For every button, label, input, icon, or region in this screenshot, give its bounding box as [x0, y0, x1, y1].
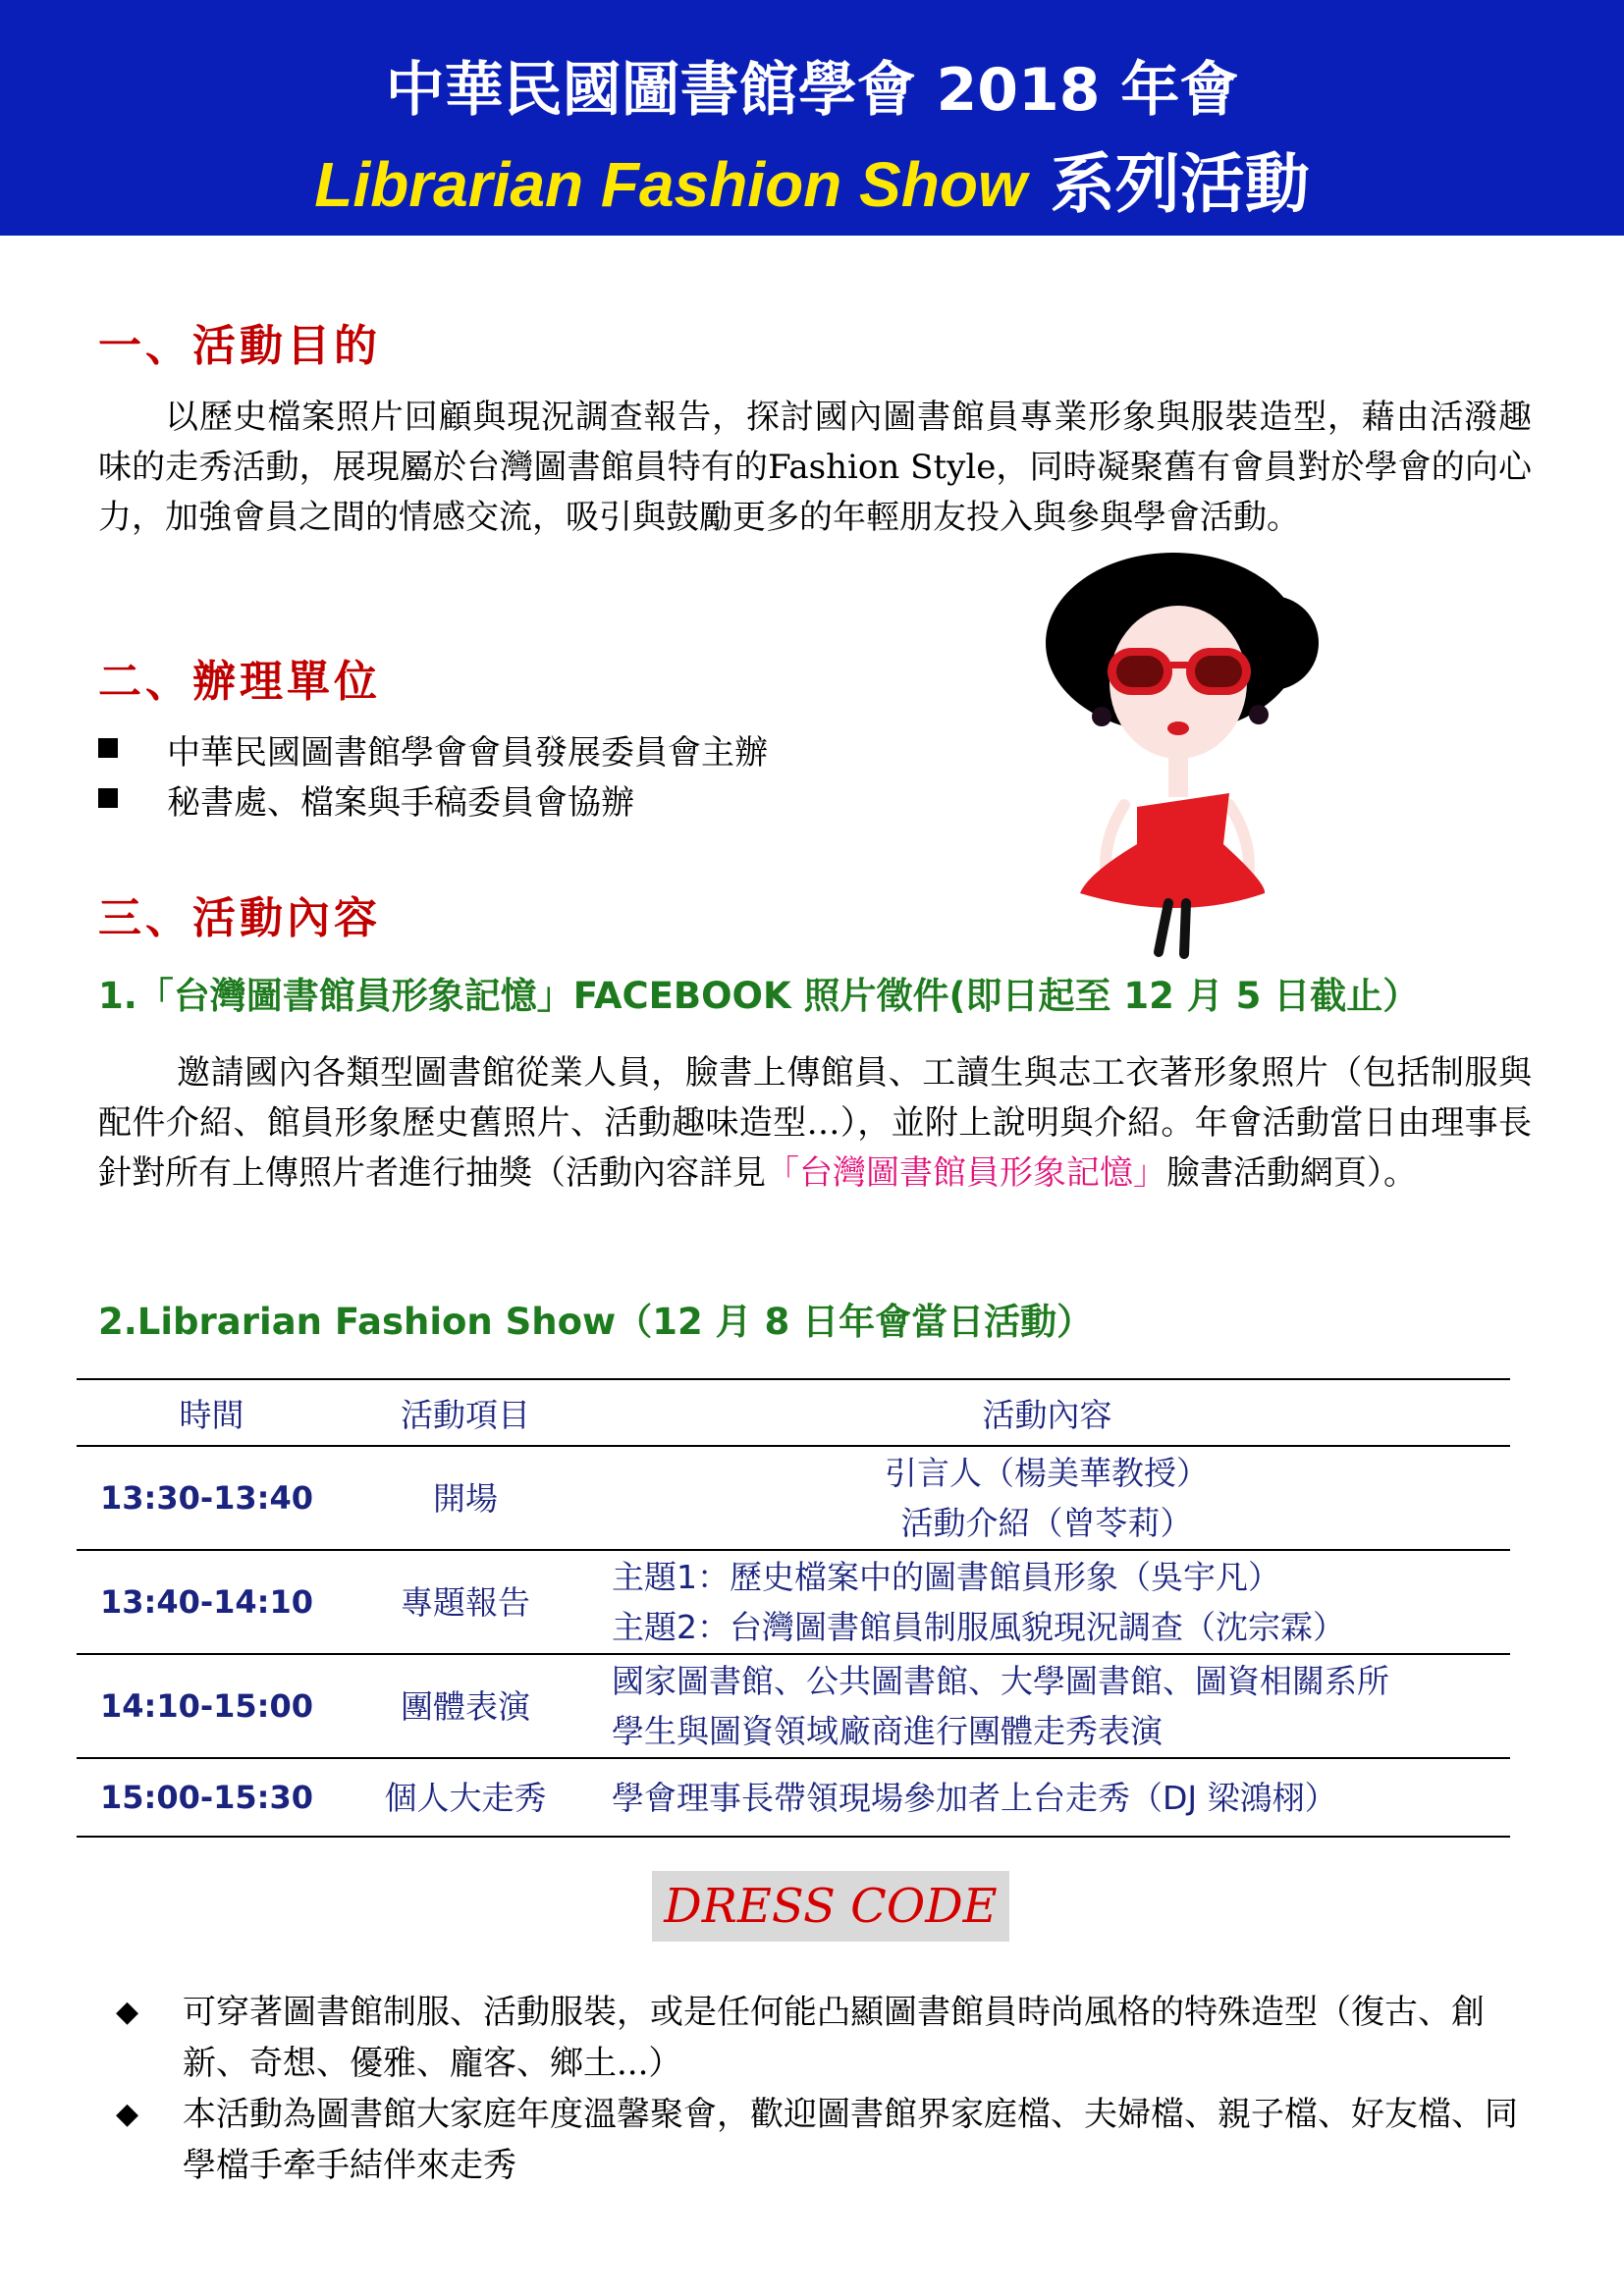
header-banner [0, 0, 1624, 236]
event-subtitle [0, 145, 1624, 240]
table-header-row [77, 1379, 1510, 1446]
event-subtitle-en: Librarian Fashion Show [314, 149, 1027, 220]
row-item: 專題報告 [347, 1550, 584, 1654]
section-content-title: 三、活動內容 [98, 893, 381, 943]
dress-code-item: ◆ 本活動為圖書館大家庭年度溫馨聚會，歡迎圖書館界家庭檔、夫婦檔、親子檔、好友檔、同學檔手牽手結伴來走秀 [116, 2089, 1530, 2191]
row-content: 學會理事長帶領現場參加者上台走秀（DJ 梁鴻栩） [584, 1758, 1510, 1837]
row-item: 團體表演 [347, 1654, 584, 1758]
square-bullet-icon [98, 788, 118, 808]
row-content: 引言人（楊美華教授） 活動介紹（曾苓莉） [584, 1446, 1510, 1550]
row-time: 15:00-15:30 [77, 1758, 347, 1837]
column-header-content: 活動內容 [584, 1379, 1510, 1446]
row-content: 國家圖書館、公共圖書館、大學圖書館、圖資相關系所 學生與圖資領域廠商進行團體走秀表演 [584, 1654, 1510, 1758]
organizer-item: 秘書處、檔案與手稿委員會協辦 [98, 778, 634, 828]
fashion-show-heading: 2.Librarian Fashion Show（12 月 8 日年會當日活動） [98, 1301, 1094, 1343]
square-bullet-icon [98, 738, 118, 758]
row-time: 13:30-13:40 [77, 1446, 347, 1550]
fashion-girl-illustration [1021, 550, 1335, 962]
facebook-contest-heading: 1.「台灣圖書館員形象記憶」FACEBOOK 照片徵件(即日起至 12 月 5 日截止） [98, 975, 1420, 1017]
table-row [77, 1654, 1510, 1758]
organizer-item: 中華民國圖書館學會會員發展委員會主辦 [98, 728, 768, 778]
column-header-item: 活動項目 [347, 1379, 584, 1446]
row-item: 開場 [347, 1446, 584, 1550]
column-header-time: 時間 [77, 1379, 347, 1446]
facebook-page-link[interactable]: 「台灣圖書館員形象記憶」 [766, 1153, 1166, 1193]
table-row [77, 1446, 1510, 1550]
dress-code-title: DRESS CODE [652, 1871, 1009, 1942]
row-time: 13:40-14:10 [77, 1550, 347, 1654]
row-item: 個人大走秀 [347, 1758, 584, 1837]
table-row [77, 1550, 1510, 1654]
section-purpose-body: 以歷史檔案照片回顧與現況調查報告，探討國內圖書館員專業形象與服裝造型，藉由活潑趣味的走秀活動，展現屬於台灣圖書館員特有的Fashion Style，同時凝聚舊有會員對於學會的向心力，加強會員之間的情感交流，吸引與鼓勵更多的年輕朋友投入與參與學會活動。 [98, 398, 1532, 537]
event-subtitle-zh: 系列活動 [1050, 146, 1310, 222]
diamond-bullet-icon: ◆ [116, 2097, 139, 2131]
facebook-contest-body: 邀請國內各類型圖書館從業人員，臉書上傳館員、工讀生與志工衣著形象照片（包括制服與配件介紹、館員形象歷史舊照片、活動趣味造型…），並附上說明與介紹。年會活動當日由理事長針對所有上傳照片者進行抽獎（活動內容詳見「台灣圖書館員形象記憶」臉書活動網頁）。 [98, 1053, 1532, 1193]
diamond-bullet-icon: ◆ [116, 1995, 139, 2029]
event-title: 中華民國圖書館學會 2018 年會 [385, 56, 1239, 125]
table-row [77, 1758, 1510, 1837]
row-content: 主題1：歷史檔案中的圖書館員形象（吳宇凡） 主題2：台灣圖書館員制服風貌現況調查（沈宗霖） [584, 1550, 1510, 1654]
row-time: 14:10-15:00 [77, 1654, 347, 1758]
section-organizers-title: 二、辦理單位 [98, 657, 381, 707]
section-purpose-title: 一、活動目的 [98, 321, 381, 371]
schedule-table [77, 1378, 1510, 1838]
dress-code-item: ◆ 可穿著圖書館制服、活動服裝，或是任何能凸顯圖書館員時尚風格的特殊造型（復古、創新、奇想、優雅、龐客、鄉土...） [116, 1987, 1530, 2089]
